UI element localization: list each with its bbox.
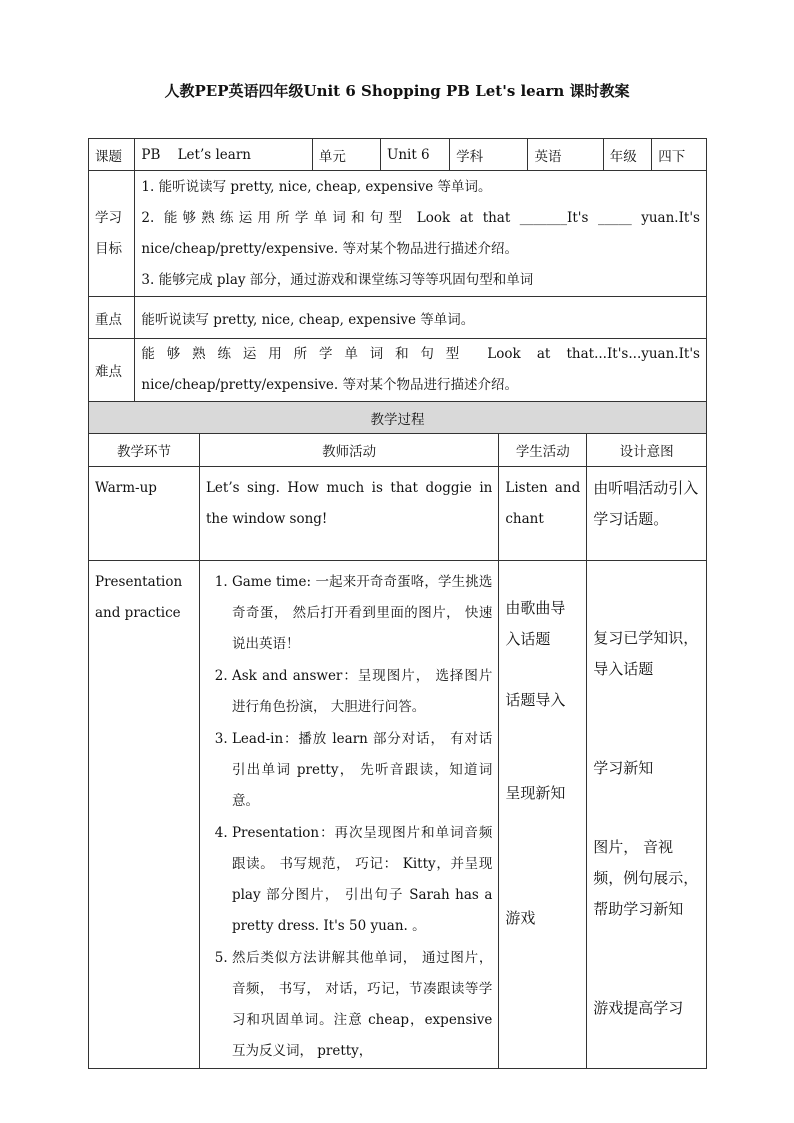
keti-label: 课题 (89, 139, 135, 171)
col-student: 学生活动 (499, 434, 587, 467)
info-table (88, 138, 707, 402)
danyuan-label: 单元 (312, 139, 380, 171)
process-header: 教学过程 (89, 402, 707, 434)
goal-item: 1. 能听说读写 pretty, nice, cheap, expensive 等单词。 (141, 178, 492, 195)
xueke-label: 学科 (450, 139, 528, 171)
col-intent: 设计意图 (587, 434, 707, 467)
presentation-student (499, 561, 587, 1069)
goals-label: 学习目标 (89, 171, 135, 297)
intent-item: 游戏提高学习 (593, 999, 684, 1017)
step-item: 4. Presentation：再次呈现图片和单词音频跟读。 书写规范， 巧记： Kitty，并呈现 play 部分图片， 引出句子 Sarah has a pretty dress. It's 50 yuan. 。 (232, 818, 492, 942)
page-title: 人教PEP英语四年级Unit 6 Shopping PB Let's learn 课时教案 (164, 82, 630, 100)
intent-item: 图片， 音视频，例句展示， 帮助学习新知 (593, 838, 699, 918)
difficulty-label: 难点 (89, 339, 135, 402)
warmup-intent: 由听唱活动引入学习话题。 (587, 467, 707, 561)
student-activity: 游戏 (505, 909, 536, 927)
step-item: 3. Lead-in：播放 learn 部分对话， 有对话引出单词 pretty， 先听音跟读，知道词意。 (232, 724, 492, 817)
presentation-teacher (199, 561, 498, 1069)
intent-item: 复习已学知识，导入话题 (593, 629, 699, 678)
step-item: 5. 然后类似方法讲解其他单词， 通过图片， 音频， 书写， 对话，巧记，节凑跟读等学习和巩固单词。注意 cheap，expensive 互为反义词， pretty， (232, 943, 492, 1067)
student-activity: 由歌曲导入话题 (505, 599, 566, 648)
student-activity: 话题导入 (505, 691, 566, 709)
goal-item: 2. 能够熟练运用所学单词和句型 Look at that _______It's _____ yuan.It's nice/cheap/pretty/expensive. 等对某个物品进行描述介绍。 (141, 209, 700, 257)
keti-value: PB Let’s learn (135, 139, 312, 171)
warmup-stage: Warm-up (89, 467, 200, 561)
step-item: 2. Ask and answer：呈现图片， 选择图片进行角色扮演， 大胆进行问答。 (232, 661, 492, 723)
warmup-teacher: Let’s sing. How much is that doggie in the window song! (199, 467, 498, 561)
xueke-value: 英语 (528, 139, 603, 171)
step-item: 1. Game time: 一起来开奇奇蛋咯，学生挑选奇奇蛋， 然后打开看到里面的图片， 快速说出英语！ (232, 567, 492, 660)
goals-content (135, 171, 707, 297)
key-label: 重点 (89, 297, 135, 339)
presentation-intent (587, 561, 707, 1069)
nianji-value: 四下 (652, 139, 707, 171)
col-teacher: 教师活动 (199, 434, 498, 467)
warmup-student: Listen and chant (499, 467, 587, 561)
difficulty-text: 能够熟练运用所学单词和句型 Look at that...It's...yuan.It's nice/cheap/pretty/expensive. 等对某个物品进行描述介绍。 (135, 339, 707, 402)
danyuan-value: Unit 6 (380, 139, 449, 171)
goal-item: 3. 能够完成 play 部分，通过游戏和课堂练习等等巩固句型和单词 (141, 271, 534, 288)
nianji-label: 年级 (603, 139, 651, 171)
intent-item: 学习新知 (593, 759, 654, 777)
key-text: 能听说读写 pretty, nice, cheap, expensive 等单词。 (135, 297, 707, 339)
col-stage: 教学环节 (89, 434, 200, 467)
process-table (88, 401, 707, 1069)
student-activity: 呈现新知 (505, 784, 566, 802)
presentation-stage: Presentation and practice (89, 561, 200, 1069)
